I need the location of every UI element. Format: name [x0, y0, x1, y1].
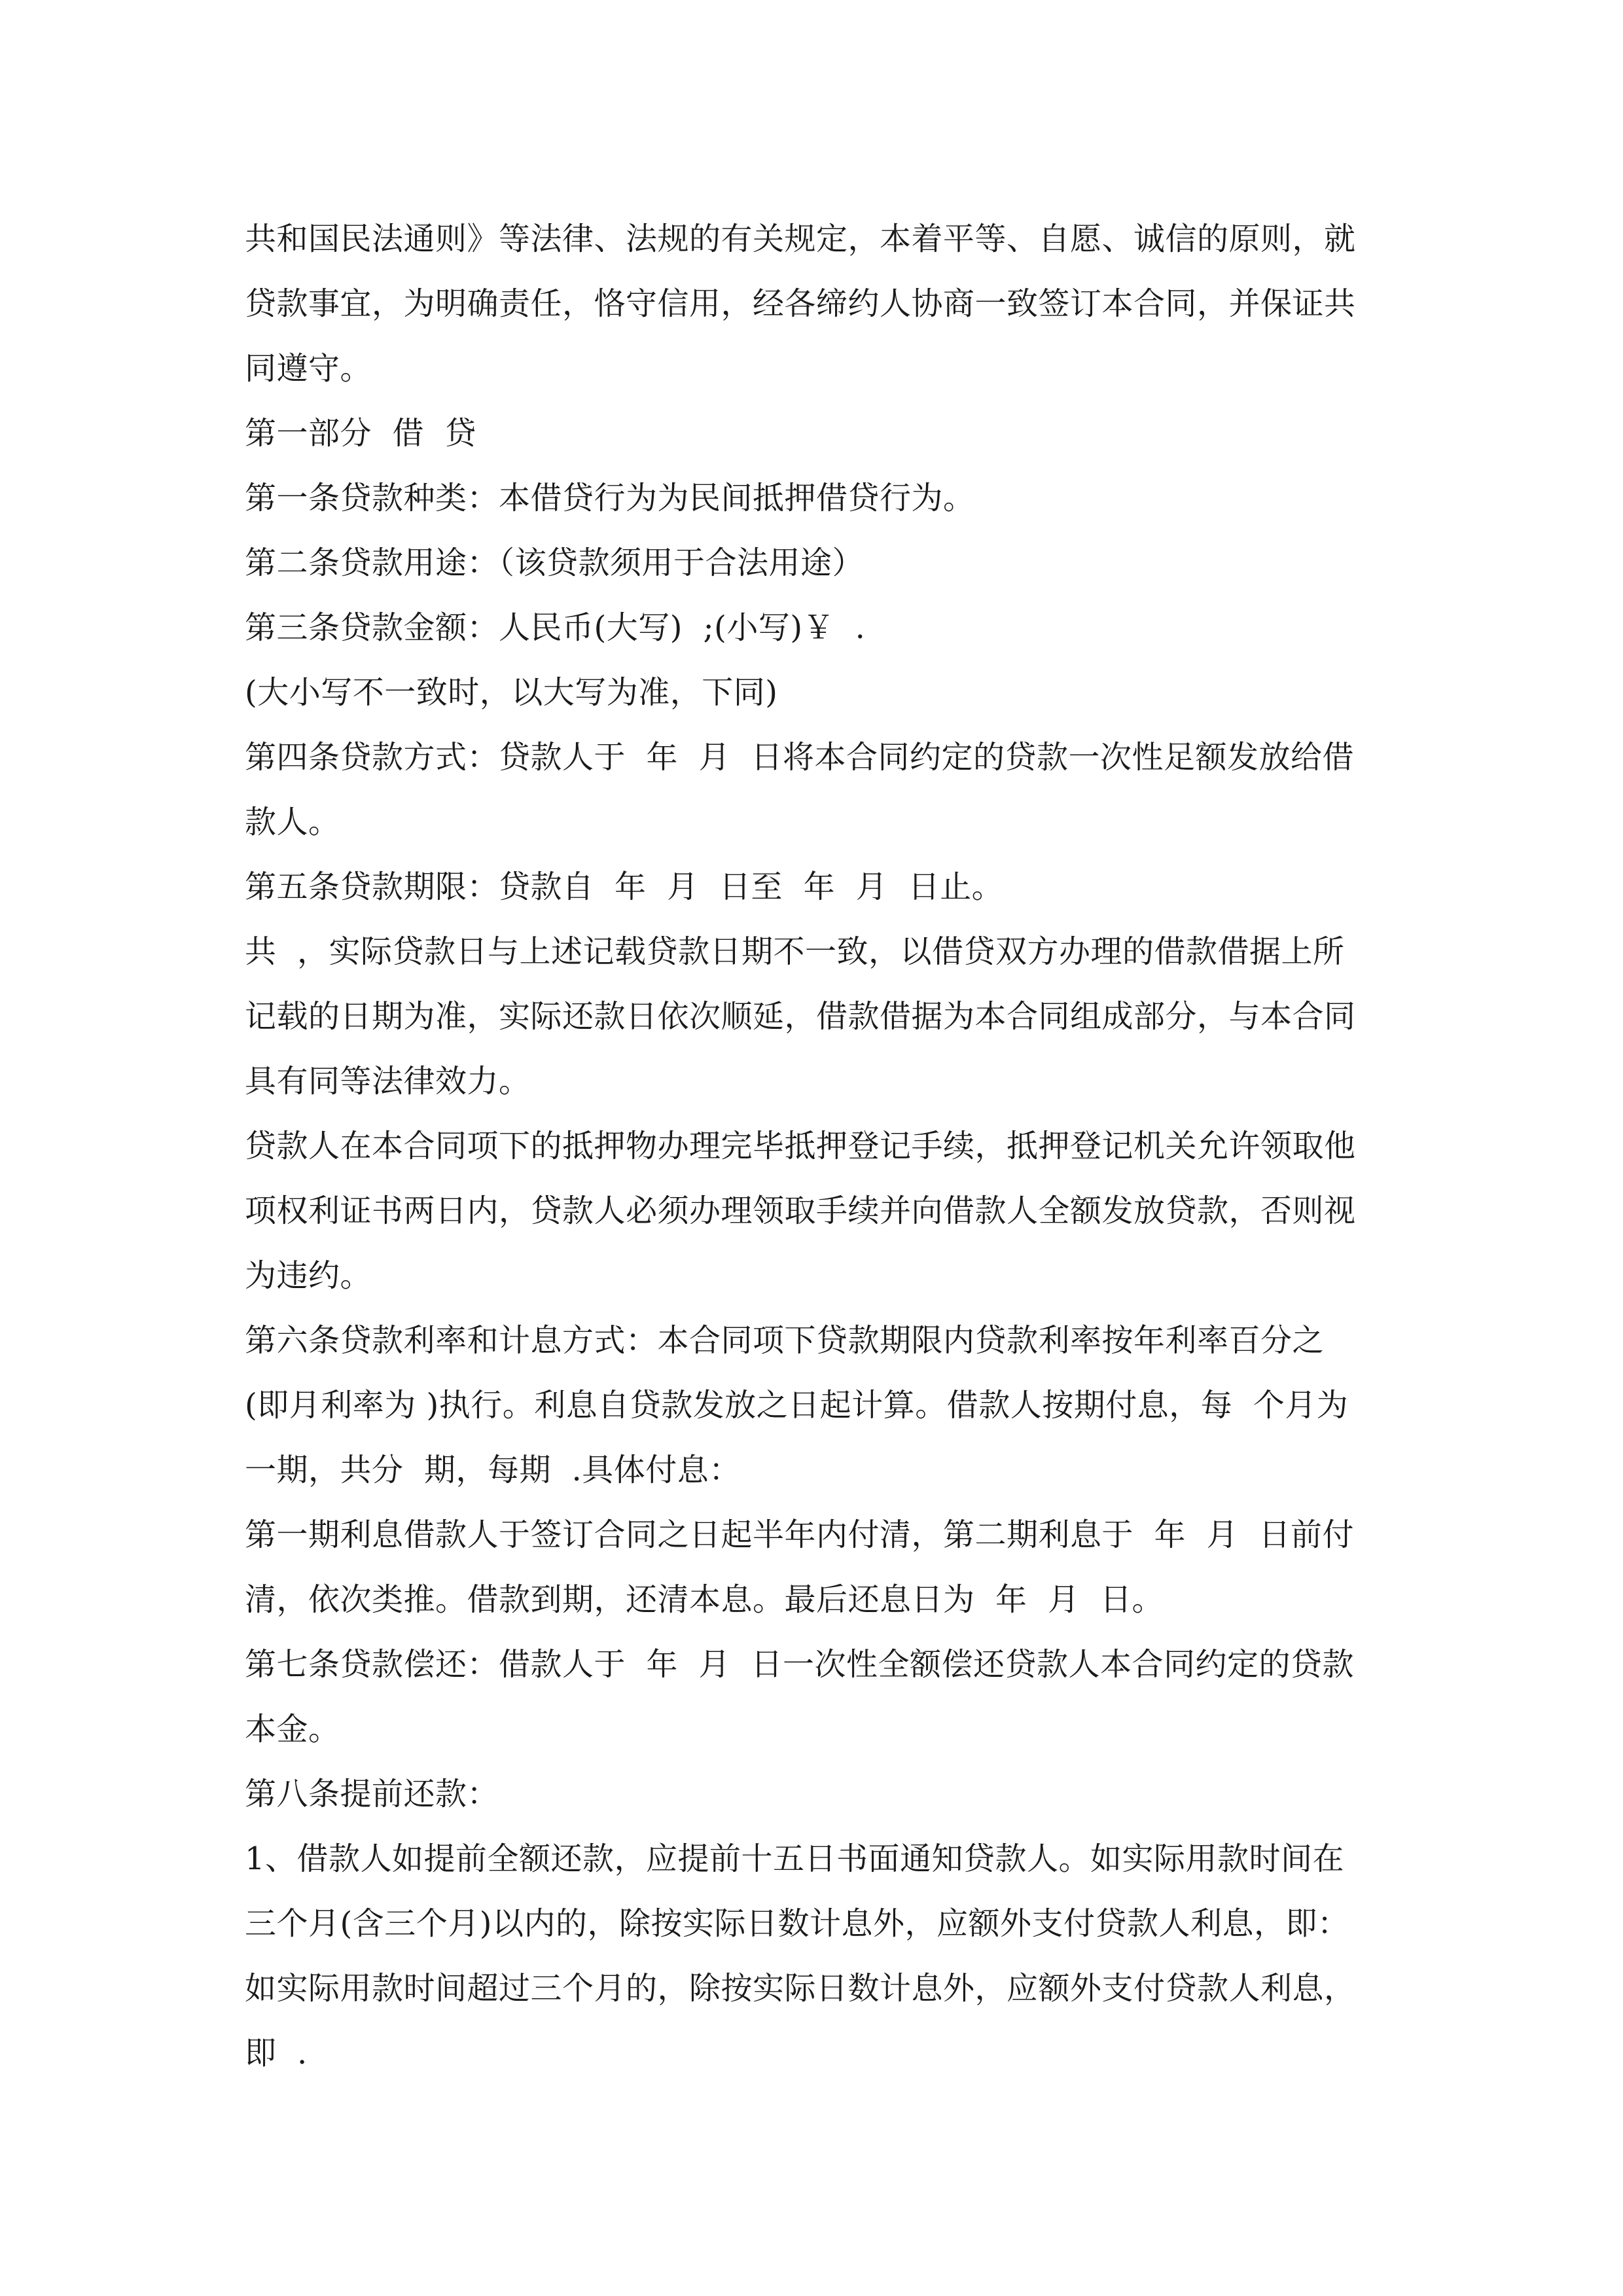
text-line: 第七条贷款偿还：借款人于 年 月 日一次性全额偿还贷款人本合同约定的贷款: [245, 1646, 1355, 1683]
text-line: 第三条贷款金额：人民币(大写) ;(小写)￥ .: [245, 609, 866, 646]
text-line: 第二条贷款用途：（该贷款须用于合法用途）: [245, 545, 865, 581]
text-line: 第六条贷款利率和计息方式：本合同项下贷款期限内贷款利率按年利率百分之: [245, 1322, 1325, 1359]
text-line: 第八条提前还款：: [245, 1776, 499, 1812]
text-line: 同遵守。: [245, 350, 372, 387]
text-line: 一期，共分 期，每期 .具体付息：: [245, 1452, 741, 1488]
text-line: 如实际用款时间超过三个月的，除按实际日数计息外，应额外支付贷款人利息，: [245, 1970, 1356, 2007]
text-line: 第一条贷款种类：本借贷行为为民间抵押借贷行为。: [245, 480, 975, 516]
text-line: 即 .: [245, 2035, 308, 2072]
text-line: 清，依次类推。借款到期，还清本息。最后还息日为 年 月 日。: [245, 1581, 1164, 1618]
contract-body-text: [245, 207, 1397, 2086]
text-line: 共和国民法通则》等法律、法规的有关规定，本着平等、自愿、诚信的原则，就: [245, 221, 1356, 257]
text-line: 款人。: [245, 804, 340, 840]
text-line: 记载的日期为准，实际还款日依次顺延，借款借据为本合同组成部分，与本合同: [245, 998, 1356, 1035]
text-line: (即月利率为 )执行。利息自贷款发放之日起计算。借款人按期付息，每 个月为: [245, 1387, 1349, 1424]
text-line: 本金。: [245, 1711, 340, 1748]
text-line: 为违约。: [245, 1257, 372, 1294]
text-line: 第四条贷款方式：贷款人于 年 月 日将本合同约定的贷款一次性足额发放给借: [245, 739, 1355, 776]
text-line: 贷款人在本合同项下的抵押物办理完毕抵押登记手续，抵押登记机关允许领取他: [245, 1128, 1356, 1164]
section-heading: 第一部分 借 贷: [245, 415, 477, 452]
text-line: 具有同等法律效力。: [245, 1063, 531, 1100]
text-line: 贷款事宜，为明确责任，恪守信用，经各缔约人协商一致签订本合同，并保证共: [245, 285, 1356, 322]
text-line: 第五条贷款期限：贷款自 年 月 日至 年 月 日止。: [245, 869, 1004, 905]
text-line: (大小写不一致时，以大写为准，下同): [245, 674, 778, 711]
text-line: 第一期利息借款人于签订合同之日起半年内付清，第二期利息于 年 月 日前付: [245, 1516, 1355, 1553]
text-line: 三个月(含三个月)以内的，除按实际日数计息外，应额外支付贷款人利息，即：: [245, 1905, 1349, 1942]
text-line: 1、借款人如提前全额还款，应提前十五日书面通知贷款人。如实际用款时间在: [245, 1840, 1345, 1877]
text-line: 共 ，实际贷款日与上述记载贷款日期不一致，以借贷双方办理的借款借据上所: [245, 933, 1345, 970]
text-line: 项权利证书两日内，贷款人必须办理领取手续并向借款人全额发放贷款，否则视: [245, 1193, 1356, 1229]
